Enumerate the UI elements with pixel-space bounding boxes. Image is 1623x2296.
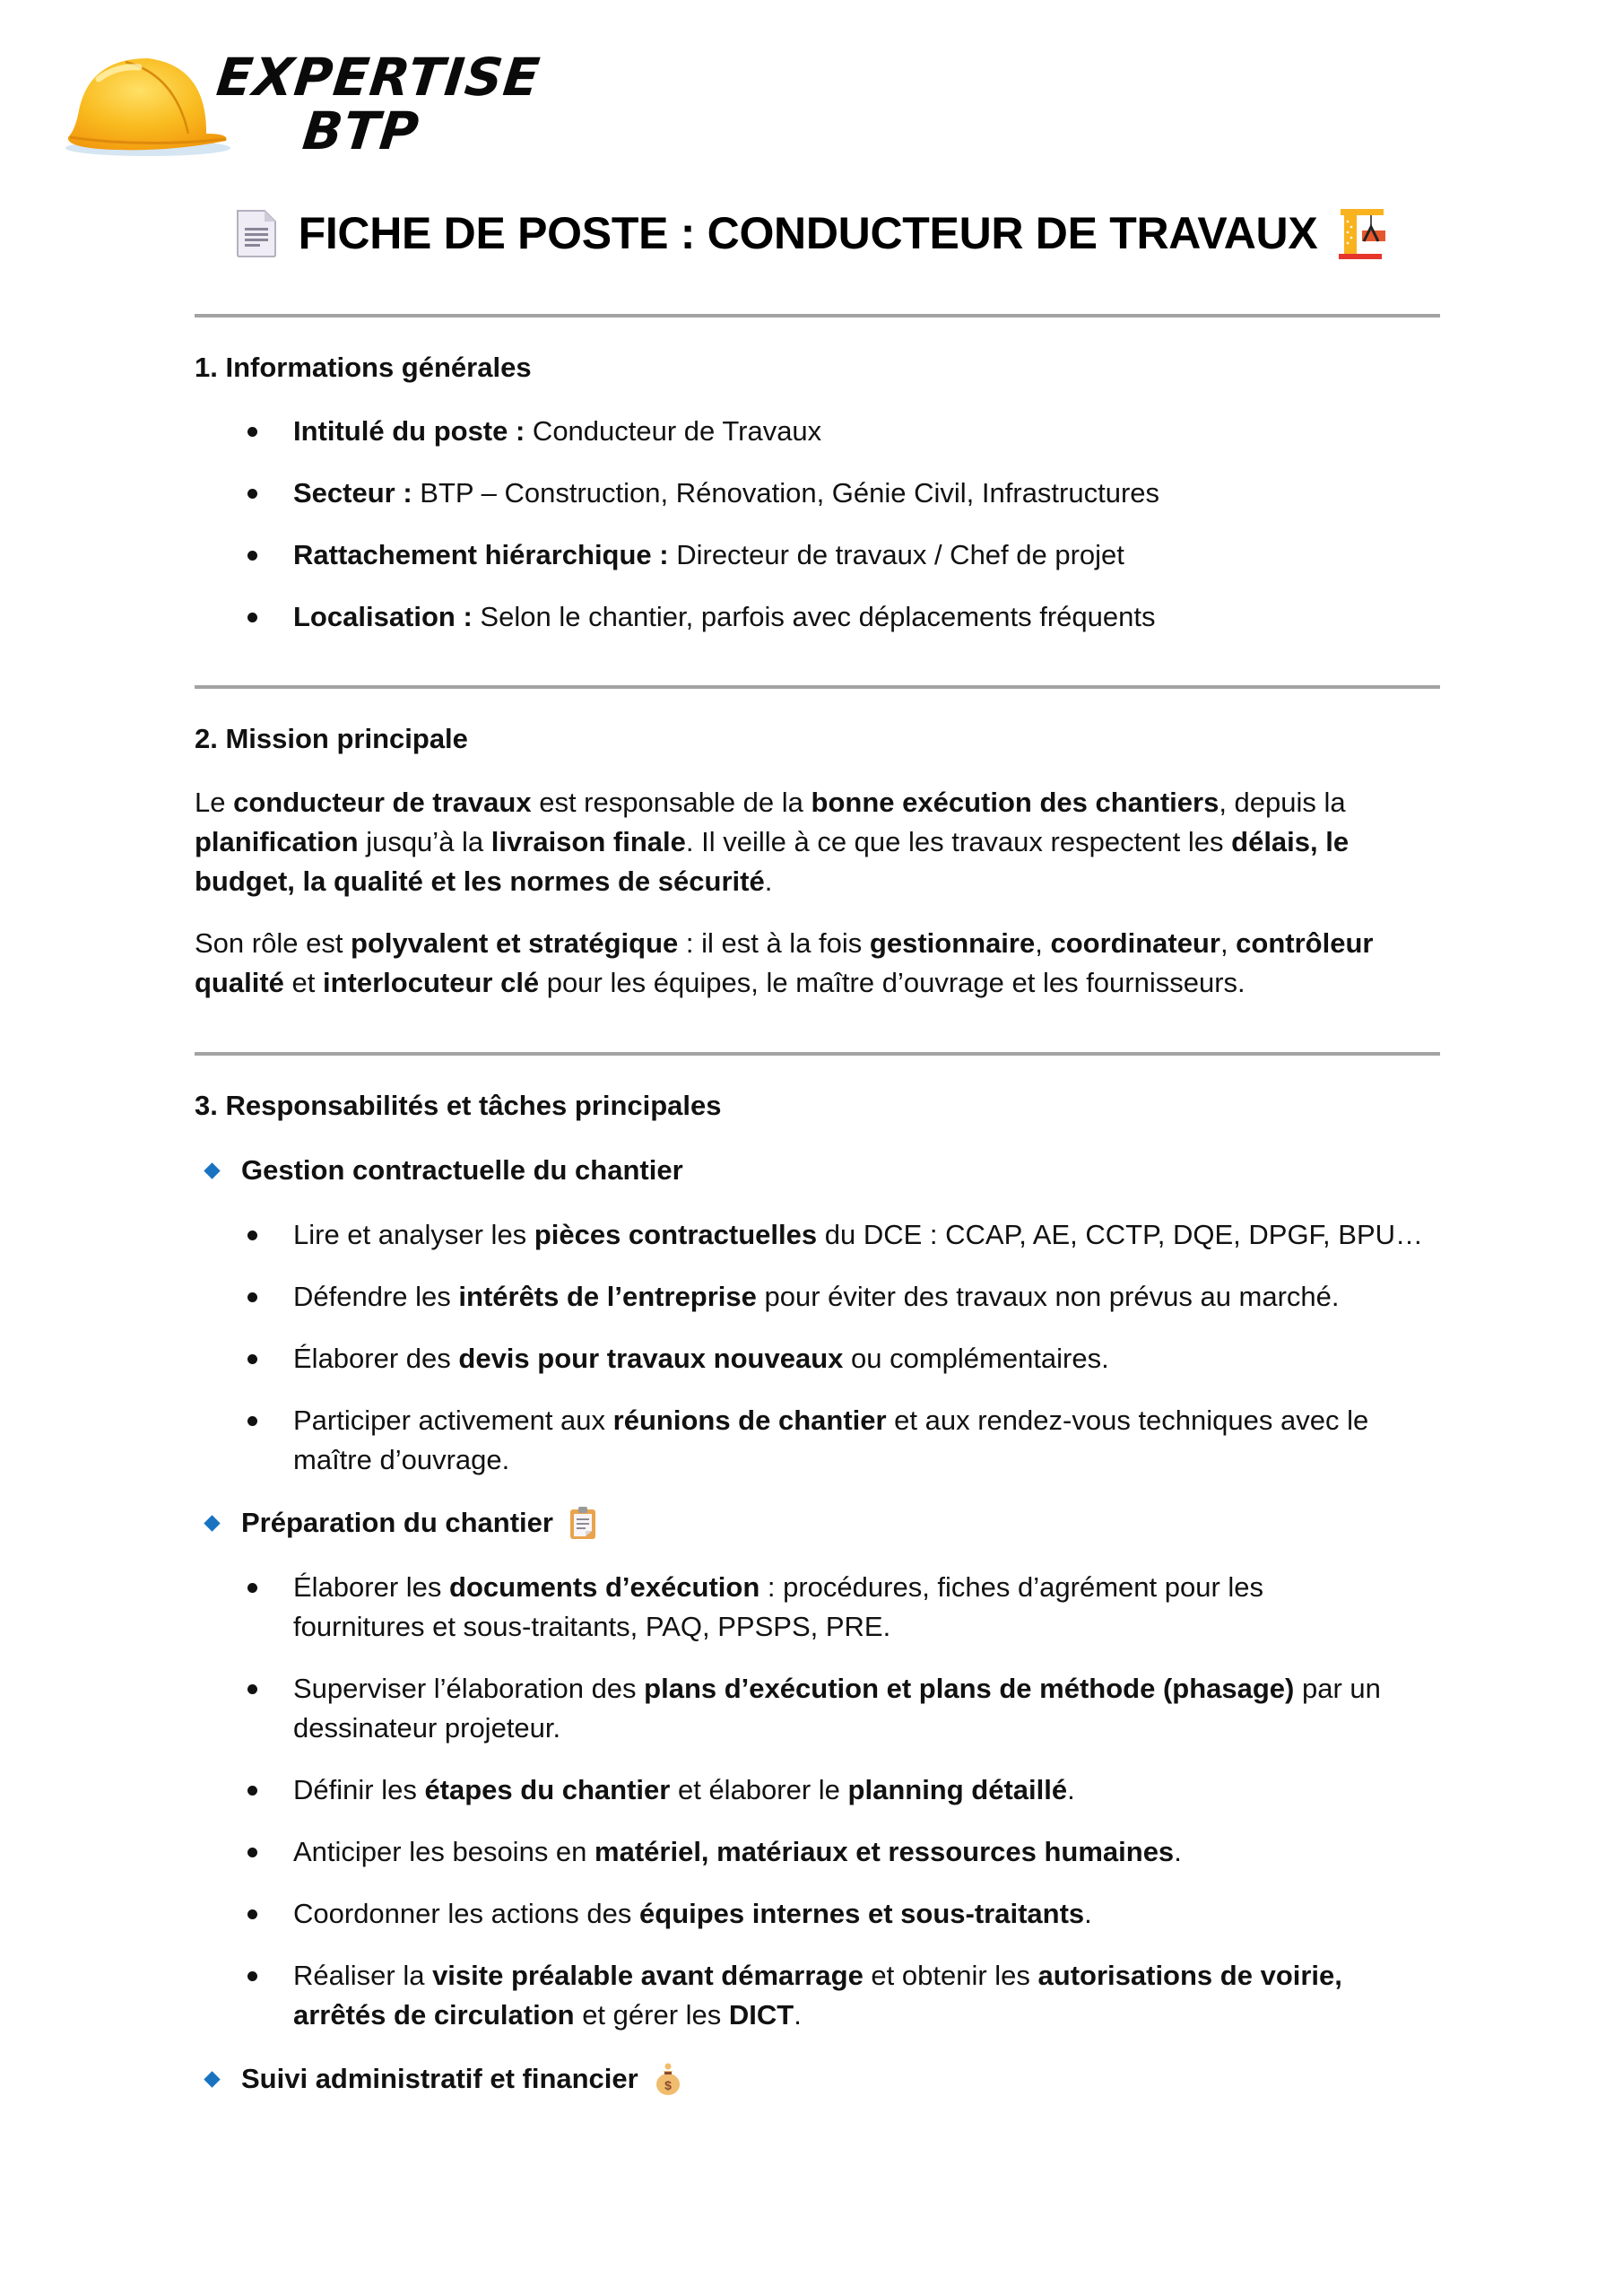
emphasis-text: pièces contractuelles [534,1219,818,1250]
construction-crane-icon [1337,205,1389,261]
emphasis-text: devis pour travaux nouveaux [458,1343,844,1374]
bullet-icon [247,1354,257,1364]
bullet-icon [247,1583,257,1593]
bullet-icon [247,1971,257,1981]
task-item: Lire et analyser les pièces contractuelles du DCE : CCAP, AE, CCTP, DQE, DPGF, BPU… [293,1219,1424,1250]
subsection-contract-management [206,1154,683,1187]
task-item: Défendre les intérêts de l’entreprise pour éviter des travaux non prévus au marché. [293,1281,1340,1312]
info-value: BTP – Construction, Rénovation, Génie Civil, Infrastructures [412,477,1160,509]
emphasis-text: polyvalent et stratégique [351,927,679,959]
emphasis-text: planification [195,826,359,857]
section-heading-mission: 2. Mission principale [195,723,468,754]
bullet-icon [247,427,257,437]
emphasis-text: coordinateur [1050,927,1220,959]
info-label: Localisation : [293,601,473,632]
emphasis-text: documents d’exécution [449,1571,760,1603]
diamond-bullet-icon [204,1515,220,1531]
subsection-title: Gestion contractuelle du chantier [241,1154,683,1186]
emphasis-text: gestionnaire [869,927,1036,959]
money-bag-icon [655,2062,681,2096]
emphasis-text: réunions de chantier [612,1405,887,1436]
emphasis-text: équipes internes et sous-traitants [639,1898,1085,1929]
document-icon [234,208,279,258]
diamond-bullet-icon [204,1162,220,1178]
mission-paragraph-1: Le conducteur de travaux est responsable de la bonne exécution des chantiers, depuis la planification jusqu’à la livraison finale. Il veille à ce que les travaux respectent les délais, le budget, la qualité et les normes de sécurité. [195,787,1350,897]
emphasis-text: contrôleur qualité [195,927,1374,998]
info-item-job-title [293,412,1450,451]
info-item-reporting [293,535,1450,575]
bullet-icon [247,1848,257,1857]
info-label: Intitulé du poste : [293,415,525,447]
logo-text-expertise: EXPERTISE [213,47,543,108]
divider [195,314,1440,317]
bullet-icon [247,489,257,499]
section-heading-responsibilities: 3. Responsabilités et tâches principales [195,1090,722,1121]
task-item: Participer activement aux réunions de chantier et aux rendez-vous techniques avec le maître d’ouvrage. [293,1405,1369,1475]
divider [195,685,1440,689]
task-item: Coordonner les actions des équipes internes et sous-traitants. [293,1898,1092,1929]
bullet-icon [247,613,257,622]
logo-text-btp: BTP [299,100,422,161]
emphasis-text: plans d’exécution et plans de méthode (phasage) [644,1673,1295,1704]
info-item-sector [293,474,1450,513]
info-value: Directeur de travaux / Chef de projet [668,539,1124,570]
emphasis-text: visite préalable avant démarrage [432,1960,864,1991]
task-item: Définir les étapes du chantier et élaborer le planning détaillé. [293,1774,1075,1805]
mission-paragraph-2: Son rôle est polyvalent et stratégique : il est à la fois gestionnaire, coordinateur, contrôleur qualité et interlocuteur clé pour les équipes, le maître d’ouvrage et les fournisseurs. [195,927,1374,998]
emphasis-text: bonne exécution des chantiers [811,787,1219,818]
bullet-icon [247,1292,257,1302]
task-item: Élaborer des devis pour travaux nouveaux ou complémentaires. [293,1343,1109,1374]
bullet-icon [247,1909,257,1919]
info-value: Conducteur de Travaux [525,415,822,447]
hard-hat-icon [63,48,233,160]
bullet-icon [247,1684,257,1694]
task-item: Élaborer les documents d’exécution : procédures, fiches d’agrément pour les fournitures et sous-traitants, PAQ, PPSPS, PRE. [293,1571,1264,1642]
divider [195,1052,1440,1056]
emphasis-text: étapes du chantier [424,1774,671,1805]
bullet-icon [247,1416,257,1426]
info-label: Secteur : [293,477,412,509]
page-title-row [0,199,1623,266]
emphasis-text: délais, le budget, la qualité et les normes de sécurité [195,826,1350,897]
emphasis-text: autorisations de voirie, arrêtés de circulation [293,1960,1342,2031]
svg-text:$: $ [664,2078,672,2092]
bullet-icon [247,551,257,561]
section-heading-general-info: 1. Informations générales [195,352,532,383]
bullet-icon [247,1786,257,1796]
info-value: Selon le chantier, parfois avec déplacements fréquents [472,601,1156,632]
bullet-icon [247,1231,257,1240]
task-item: Anticiper les besoins en matériel, matériaux et ressources humaines. [293,1836,1182,1867]
subsection-title: Préparation du chantier [241,1507,553,1538]
info-item-location [293,597,1450,637]
emphasis-text: planning détaillé [847,1774,1068,1805]
emphasis-text: interlocuteur clé [323,967,540,998]
task-item: Superviser l’élaboration des plans d’exécution et plans de méthode (phasage) par un dessinateur projeteur. [293,1673,1381,1744]
emphasis-text: livraison finale [490,826,686,857]
subsection-site-preparation [206,1506,596,1540]
task-item: Réaliser la visite préalable avant démarrage et obtenir les autorisations de voirie, arrêtés de circulation et gérer les DICT. [293,1960,1342,2031]
emphasis-text: intérêts de l’entreprise [458,1281,757,1312]
emphasis-text: conducteur de travaux [233,787,532,818]
info-label: Rattachement hiérarchique : [293,539,669,570]
clipboard-icon [569,1506,596,1540]
emphasis-text: DICT [728,1999,794,2031]
emphasis-text: matériel, matériaux et ressources humaines [595,1836,1175,1867]
subsection-admin-finance [206,2062,681,2096]
page-title: FICHE DE POSTE : CONDUCTEUR DE TRAVAUX [298,207,1318,258]
diamond-bullet-icon [204,2071,220,2087]
subsection-title: Suivi administratif et financier [241,2063,638,2094]
company-logo [63,40,543,161]
